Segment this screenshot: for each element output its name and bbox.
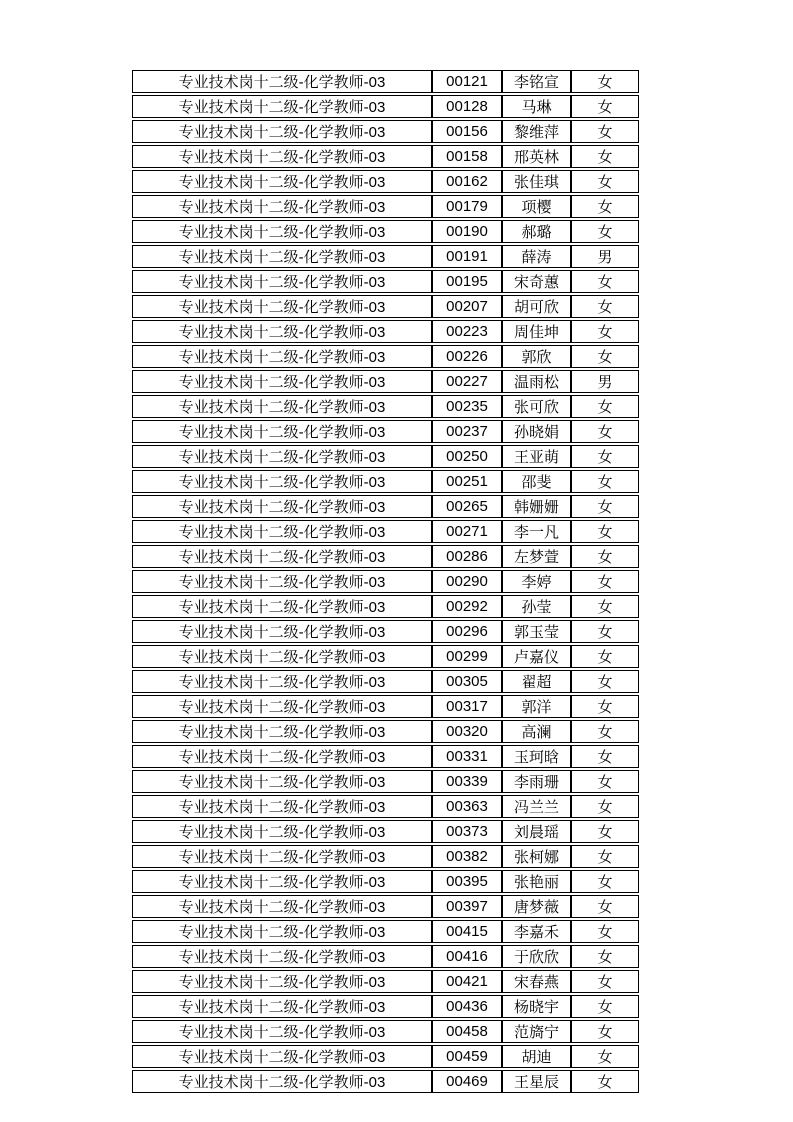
position-cell: 专业技术岗十二级-化学教师-03 [132,570,432,593]
code-cell: 00395 [432,870,502,893]
name-cell: 张柯娜 [502,845,571,868]
position-cell: 专业技术岗十二级-化学教师-03 [132,520,432,543]
name-cell: 冯兰兰 [502,795,571,818]
position-cell: 专业技术岗十二级-化学教师-03 [132,470,432,493]
table-row [132,770,639,793]
code-cell: 00128 [432,95,502,118]
position-cell: 专业技术岗十二级-化学教师-03 [132,445,432,468]
gender-cell: 女 [571,845,639,868]
position-cell: 专业技术岗十二级-化学教师-03 [132,670,432,693]
code-cell: 00339 [432,770,502,793]
code-cell: 00158 [432,145,502,168]
code-cell: 00250 [432,445,502,468]
gender-cell: 女 [571,895,639,918]
gender-cell: 女 [571,220,639,243]
gender-cell: 女 [571,1020,639,1043]
table-row [132,795,639,818]
position-cell: 专业技术岗十二级-化学教师-03 [132,1020,432,1043]
gender-cell: 女 [571,395,639,418]
position-cell: 专业技术岗十二级-化学教师-03 [132,345,432,368]
table-row [132,320,639,343]
table-row [132,870,639,893]
code-cell: 00226 [432,345,502,368]
name-cell: 周佳坤 [502,320,571,343]
code-cell: 00317 [432,695,502,718]
name-cell: 宋春燕 [502,970,571,993]
table-row [132,845,639,868]
table-row [132,195,639,218]
name-cell: 王星辰 [502,1070,571,1093]
table-row [132,470,639,493]
code-cell: 00415 [432,920,502,943]
position-cell: 专业技术岗十二级-化学教师-03 [132,620,432,643]
table-row [132,620,639,643]
position-cell: 专业技术岗十二级-化学教师-03 [132,820,432,843]
position-cell: 专业技术岗十二级-化学教师-03 [132,1045,432,1068]
gender-cell: 女 [571,570,639,593]
gender-cell: 女 [571,745,639,768]
position-cell: 专业技术岗十二级-化学教师-03 [132,395,432,418]
gender-cell: 女 [571,1070,639,1093]
name-cell: 高澜 [502,720,571,743]
position-cell: 专业技术岗十二级-化学教师-03 [132,545,432,568]
position-cell: 专业技术岗十二级-化学教师-03 [132,245,432,268]
name-cell: 李雨珊 [502,770,571,793]
position-cell: 专业技术岗十二级-化学教师-03 [132,845,432,868]
code-cell: 00421 [432,970,502,993]
code-cell: 00179 [432,195,502,218]
code-cell: 00286 [432,545,502,568]
name-cell: 李婷 [502,570,571,593]
gender-cell: 女 [571,320,639,343]
code-cell: 00265 [432,495,502,518]
position-cell: 专业技术岗十二级-化学教师-03 [132,370,432,393]
position-cell: 专业技术岗十二级-化学教师-03 [132,895,432,918]
gender-cell: 女 [571,945,639,968]
table-row [132,1045,639,1068]
name-cell: 宋奇蕙 [502,270,571,293]
table-row [132,920,639,943]
name-cell: 李铭宣 [502,70,571,93]
table-row [132,995,639,1018]
name-cell: 邵斐 [502,470,571,493]
code-cell: 00227 [432,370,502,393]
gender-cell: 女 [571,695,639,718]
position-cell: 专业技术岗十二级-化学教师-03 [132,720,432,743]
name-cell: 胡可欣 [502,295,571,318]
gender-cell: 女 [571,545,639,568]
code-cell: 00207 [432,295,502,318]
name-cell: 黎维萍 [502,120,571,143]
code-cell: 00121 [432,70,502,93]
table-row [132,495,639,518]
table-row [132,545,639,568]
position-cell: 专业技术岗十二级-化学教师-03 [132,870,432,893]
table-row [132,120,639,143]
name-cell: 郭玉莹 [502,620,571,643]
table-row [132,945,639,968]
position-cell: 专业技术岗十二级-化学教师-03 [132,295,432,318]
table-row [132,345,639,368]
name-cell: 张可欣 [502,395,571,418]
name-cell: 张艳丽 [502,870,571,893]
name-cell: 玉珂晗 [502,745,571,768]
gender-cell: 女 [571,470,639,493]
code-cell: 00162 [432,170,502,193]
code-cell: 00469 [432,1070,502,1093]
position-cell: 专业技术岗十二级-化学教师-03 [132,945,432,968]
name-cell: 于欣欣 [502,945,571,968]
gender-cell: 男 [571,370,639,393]
position-cell: 专业技术岗十二级-化学教师-03 [132,120,432,143]
gender-cell: 女 [571,170,639,193]
gender-cell: 女 [571,270,639,293]
table-row [132,295,639,318]
gender-cell: 女 [571,645,639,668]
code-cell: 00331 [432,745,502,768]
name-cell: 孙晓娟 [502,420,571,443]
gender-cell: 男 [571,245,639,268]
position-cell: 专业技术岗十二级-化学教师-03 [132,995,432,1018]
name-cell: 邢英林 [502,145,571,168]
position-cell: 专业技术岗十二级-化学教师-03 [132,970,432,993]
table-row [132,145,639,168]
name-cell: 张佳琪 [502,170,571,193]
code-cell: 00363 [432,795,502,818]
table-row [132,395,639,418]
code-cell: 00251 [432,470,502,493]
position-cell: 专业技术岗十二级-化学教师-03 [132,745,432,768]
code-cell: 00290 [432,570,502,593]
position-cell: 专业技术岗十二级-化学教师-03 [132,170,432,193]
code-cell: 00296 [432,620,502,643]
name-cell: 左梦萱 [502,545,571,568]
table-row [132,570,639,593]
name-cell: 郝璐 [502,220,571,243]
gender-cell: 女 [571,870,639,893]
code-cell: 00195 [432,270,502,293]
position-cell: 专业技术岗十二级-化学教师-03 [132,695,432,718]
name-cell: 李嘉禾 [502,920,571,943]
code-cell: 00320 [432,720,502,743]
code-cell: 00459 [432,1045,502,1068]
name-cell: 李一凡 [502,520,571,543]
name-cell: 胡迪 [502,1045,571,1068]
position-cell: 专业技术岗十二级-化学教师-03 [132,320,432,343]
table-row [132,1070,639,1093]
position-cell: 专业技术岗十二级-化学教师-03 [132,495,432,518]
position-cell: 专业技术岗十二级-化学教师-03 [132,920,432,943]
name-cell: 孙莹 [502,595,571,618]
position-cell: 专业技术岗十二级-化学教师-03 [132,420,432,443]
gender-cell: 女 [571,70,639,93]
name-cell: 唐梦薇 [502,895,571,918]
gender-cell: 女 [571,1045,639,1068]
name-cell: 项樱 [502,195,571,218]
gender-cell: 女 [571,720,639,743]
name-cell: 郭欣 [502,345,571,368]
code-cell: 00299 [432,645,502,668]
gender-cell: 女 [571,495,639,518]
table-row [132,695,639,718]
gender-cell: 女 [571,95,639,118]
gender-cell: 女 [571,145,639,168]
gender-cell: 女 [571,595,639,618]
name-cell: 卢嘉仪 [502,645,571,668]
gender-cell: 女 [571,520,639,543]
gender-cell: 女 [571,970,639,993]
name-cell: 翟超 [502,670,571,693]
position-cell: 专业技术岗十二级-化学教师-03 [132,270,432,293]
position-cell: 专业技术岗十二级-化学教师-03 [132,95,432,118]
gender-cell: 女 [571,770,639,793]
code-cell: 00190 [432,220,502,243]
gender-cell: 女 [571,195,639,218]
table-row [132,670,639,693]
position-cell: 专业技术岗十二级-化学教师-03 [132,70,432,93]
position-cell: 专业技术岗十二级-化学教师-03 [132,795,432,818]
position-cell: 专业技术岗十二级-化学教师-03 [132,595,432,618]
table-row [132,970,639,993]
position-cell: 专业技术岗十二级-化学教师-03 [132,770,432,793]
table-row [132,895,639,918]
table-row [132,720,639,743]
code-cell: 00271 [432,520,502,543]
code-cell: 00458 [432,1020,502,1043]
gender-cell: 女 [571,820,639,843]
table-row [132,70,639,93]
code-cell: 00416 [432,945,502,968]
code-cell: 00373 [432,820,502,843]
name-cell: 马琳 [502,95,571,118]
code-cell: 00397 [432,895,502,918]
table-row [132,95,639,118]
code-cell: 00235 [432,395,502,418]
candidate-roster-table [132,68,639,1095]
table-row [132,420,639,443]
table-row [132,445,639,468]
table-row [132,1020,639,1043]
position-cell: 专业技术岗十二级-化学教师-03 [132,195,432,218]
table-row [132,370,639,393]
code-cell: 00156 [432,120,502,143]
name-cell: 范旖宁 [502,1020,571,1043]
code-cell: 00223 [432,320,502,343]
name-cell: 韩姗姗 [502,495,571,518]
name-cell: 郭洋 [502,695,571,718]
table-row [132,820,639,843]
code-cell: 00305 [432,670,502,693]
table-body [132,70,639,1093]
code-cell: 00382 [432,845,502,868]
gender-cell: 女 [571,295,639,318]
gender-cell: 女 [571,620,639,643]
table-row [132,745,639,768]
code-cell: 00191 [432,245,502,268]
name-cell: 刘晨瑶 [502,820,571,843]
gender-cell: 女 [571,670,639,693]
name-cell: 薛涛 [502,245,571,268]
position-cell: 专业技术岗十二级-化学教师-03 [132,1070,432,1093]
gender-cell: 女 [571,120,639,143]
table-row [132,595,639,618]
name-cell: 温雨松 [502,370,571,393]
position-cell: 专业技术岗十二级-化学教师-03 [132,220,432,243]
table-row [132,270,639,293]
gender-cell: 女 [571,345,639,368]
gender-cell: 女 [571,420,639,443]
name-cell: 王亚萌 [502,445,571,468]
gender-cell: 女 [571,445,639,468]
table-row [132,220,639,243]
code-cell: 00436 [432,995,502,1018]
table-row [132,520,639,543]
name-cell: 杨晓宇 [502,995,571,1018]
position-cell: 专业技术岗十二级-化学教师-03 [132,145,432,168]
gender-cell: 女 [571,920,639,943]
position-cell: 专业技术岗十二级-化学教师-03 [132,645,432,668]
table-row [132,170,639,193]
code-cell: 00237 [432,420,502,443]
gender-cell: 女 [571,795,639,818]
table-row [132,245,639,268]
code-cell: 00292 [432,595,502,618]
table-row [132,645,639,668]
gender-cell: 女 [571,995,639,1018]
